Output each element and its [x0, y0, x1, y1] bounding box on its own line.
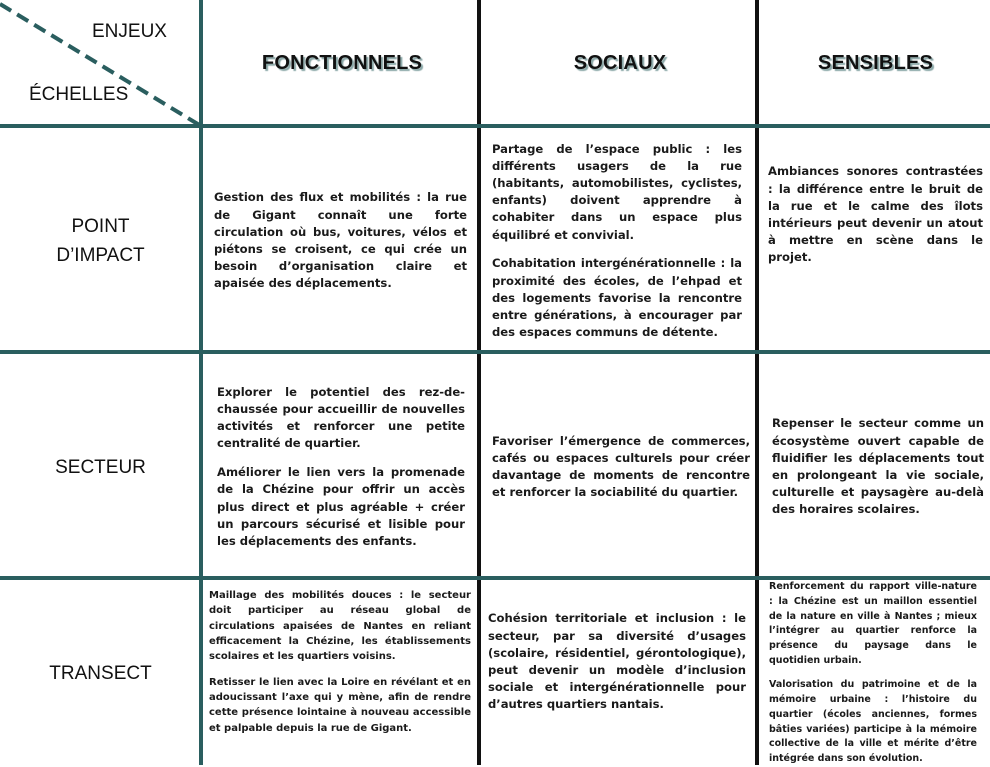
- grid-line-horizontal-1: [0, 124, 990, 128]
- cell-paragraph: Cohabitation intergénérationnelle : la proximité des écoles, de l’ehpad et des logements favorise la rencontre entre générations, à encourager par des espaces communs de détente.: [492, 256, 742, 340]
- cell-paragraph: Favoriser l’émergence de commerces, cafés ou espaces culturels pour créer davantage de moments de rencontre et renforcer la sociabilité du quartier.: [492, 433, 750, 500]
- cell-paragraph: Gestion des flux et mobilités : la rue de Gigant connaît une forte circulation où bus, voitures, vélos et piétons se croisent, ce qui crée un besoin d’organisation claire et apaisée des déplacements.: [214, 190, 467, 291]
- row-header-transect: [0, 582, 201, 765]
- cell-paragraph: Améliorer le lien vers la promenade de la Chézine pour offrir un accès plus direct et plus agréable + créer un parcours sécurisé et lisible pour les déplacements des enfants.: [217, 465, 465, 548]
- cell-paragraph: Cohésion territoriale et inclusion : le secteur, par sa diversité d’usages (scolaire, résidentiel, gérontologique), peut devenir un modèle d’inclusion sociale et intergénérationnelle pour d’autres quartiers nantais.: [488, 611, 746, 712]
- grid-line-vertical-1: [199, 0, 203, 765]
- cell-point-impact-sensibles: [768, 130, 983, 300]
- echelles-axis-label: ÉCHELLES: [29, 84, 129, 105]
- cell-transect-sensibles: [769, 582, 977, 765]
- cell-secteur-sociaux: [492, 356, 750, 578]
- cell-paragraph: Ambiances sonores contrastées : la différence entre le bruit de la rue et le calme des îlots intérieurs peut devenir un atout à mettre en scène dans le projet.: [768, 164, 983, 265]
- cell-transect-fonctionnels: [209, 582, 471, 742]
- cell-paragraph: Explorer le potentiel des rez-de-chaussée pour accueillir de nouvelles activités et renforcer une petite centralité de quartier.: [217, 384, 465, 451]
- cell-paragraph: Retisser le lien avec la Loire en révélant et en adoucissant l’axe qui y mène, afin de rendre cette présence lointaine à nouveau accessible et palpable depuis la rue de Gigant.: [209, 676, 471, 734]
- cell-paragraph: Repenser le secteur comme un écosystème ouvert capable de fluidifier les déplacements tout en prolongeant la vie sociale, culturelle et paysagère au-delà des horaires scolaires.: [772, 416, 984, 517]
- row-header-line: D’IMPACT: [56, 245, 145, 266]
- cell-transect-sociaux: [488, 582, 746, 742]
- corner-diagonal-divider: [0, 0, 203, 128]
- row-header-line: POINT: [71, 216, 130, 237]
- enjeux-axis-label: ENJEUX: [92, 21, 167, 42]
- grid-line-horizontal-3: [0, 576, 990, 580]
- grid-line-horizontal-2: [0, 350, 990, 354]
- cell-point-impact-fonctionnels: [214, 130, 467, 352]
- row-header-line: SECTEUR: [55, 456, 146, 478]
- row-header-point-impact: [0, 130, 201, 352]
- column-header-sensibles: SENSIBLES: [817, 51, 934, 74]
- cell-paragraph: Partage de l’espace public : les différents usagers de la rue (habitants, automobilistes, cyclistes, enfants) doivent apprendre à cohabiter dans un espace plus équilibré et convivial.: [492, 141, 742, 242]
- cell-secteur-sensibles: [772, 356, 984, 578]
- column-header-fonctionnels: FONCTIONNELS: [261, 51, 423, 74]
- grid-line-vertical-3: [755, 0, 759, 765]
- cell-paragraph: Maillage des mobilités douces : le secteur doit participer au réseau global de circulations apaisées de Nantes en reliant efficacement la Chézine, les établissements scolaires et les quartiers voisins.: [209, 590, 471, 663]
- row-header-line: TRANSECT: [49, 663, 152, 684]
- cell-paragraph: Renforcement du rapport ville-nature : la Chézine est un maillon essentiel de la nature en ville à Nantes ; mieux l’intégrer au quartier renforce la présence du paysage dans le quotidien urbain.: [769, 580, 977, 666]
- grid-line-vertical-2: [477, 0, 481, 765]
- cell-paragraph: Valorisation du patrimoine et de la mémoire urbaine : l’histoire du quartier (écoles anciennes, formes bâties variées) participe à la mémoire collective de la ville et mérite d’être intégrée dans son évolution.: [769, 679, 977, 765]
- cell-point-impact-sociaux: [492, 130, 742, 352]
- column-header-sociaux: SOCIAUX: [573, 51, 667, 74]
- row-header-secteur: [0, 356, 201, 578]
- cell-secteur-fonctionnels: [217, 356, 465, 578]
